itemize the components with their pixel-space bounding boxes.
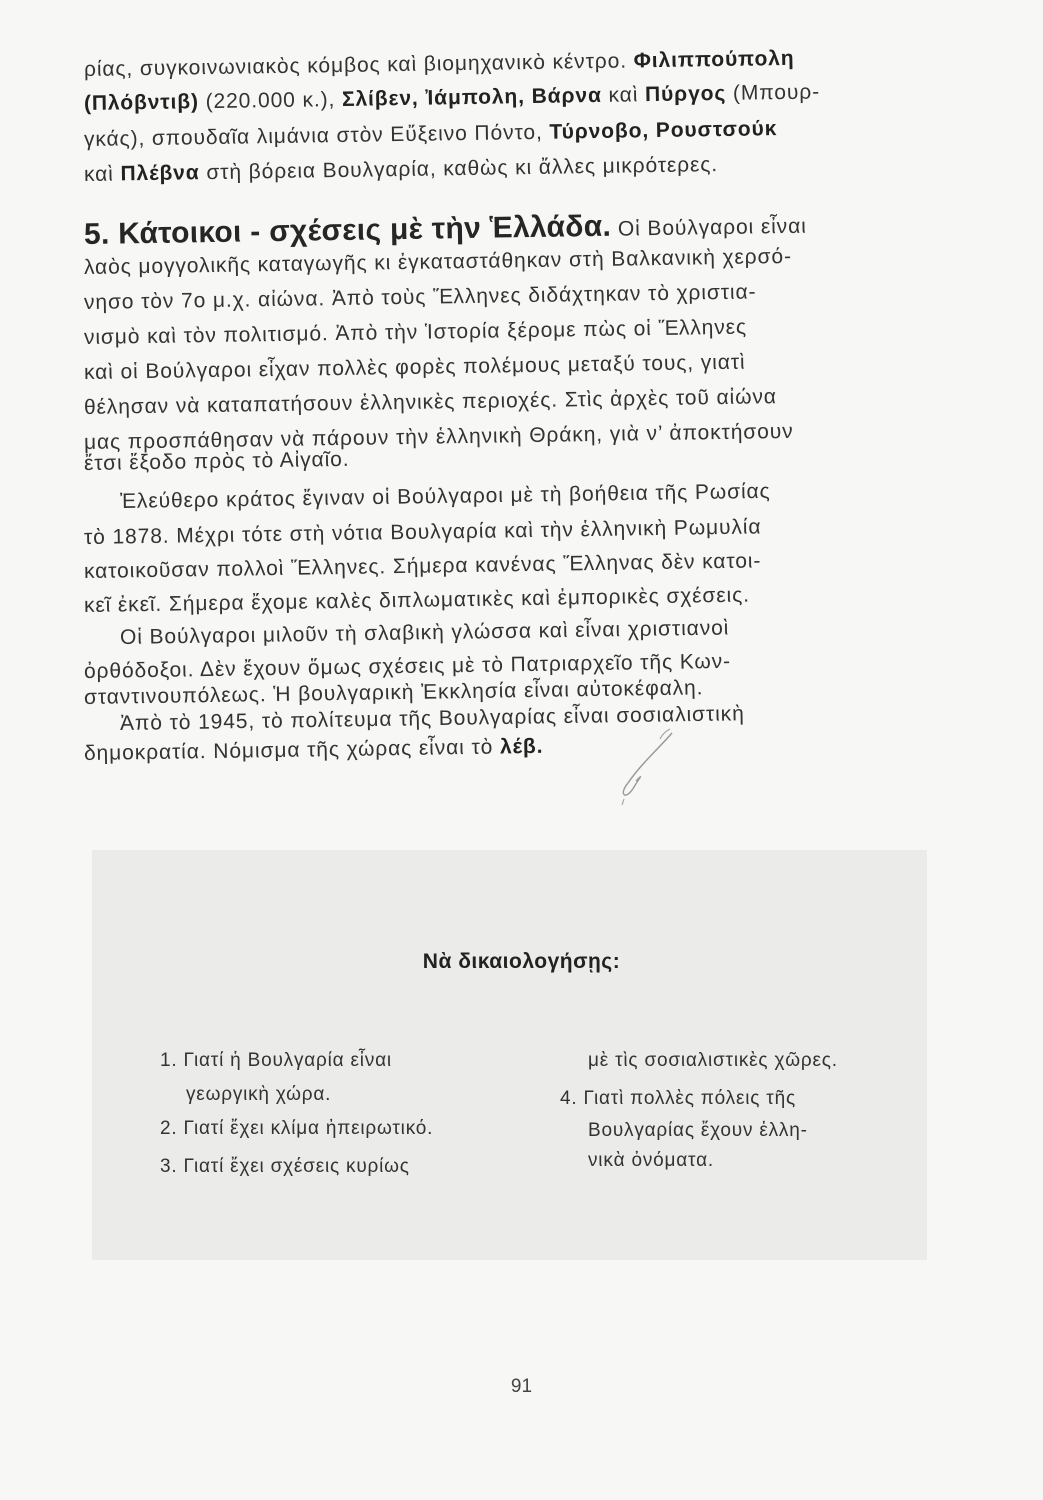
- text-span: ρίας, συγκοινωνιακὸς κόμβος καὶ βιομηχανικὸ κέντρο.: [83, 49, 634, 81]
- text-span: στὴ βόρεια Βουλγαρία, καθὼς κι ἄλλες μικρότερες.: [199, 153, 719, 185]
- body-line: καὶ οἱ Βούλγαροι εἶχαν πολλὲς φορὲς πολέμους μεταξύ τους, γιατὶ: [83, 350, 746, 384]
- intro-line-2: [84, 80, 820, 116]
- intro-line-1: [84, 47, 795, 82]
- pencil-scribble-icon: [600, 725, 690, 805]
- page-number: 91: [510, 1376, 533, 1397]
- body-line: ὀρθόδοξοι. Δὲν ἔχουν ὅμως σχέσεις μὲ τὸ Πατριαρχεῖο τῆς Κων-: [83, 649, 732, 683]
- body-line: ἔτσι ἔξοδο πρὸς τὸ Αἰγαῖο.: [83, 447, 350, 475]
- city-name: Τύρνοβο, Ρουστσούκ: [549, 117, 778, 144]
- intro-line-3: [84, 117, 778, 152]
- section-title: 5. Κάτοικοι - σχέσεις μὲ τὴν Ἑλλάδα.: [83, 209, 612, 251]
- body-line: θέλησαν νὰ καταπατήσουν ἑλληνικὲς περιοχές. Στὶς ἀρχὲς τοῦ αἰώνα: [83, 385, 778, 419]
- text-span: καὶ: [83, 162, 121, 186]
- text-span: δημοκρατία. Νόμισμα τῆς χώρας εἶναι τὸ: [83, 735, 501, 765]
- exercise-title: Νὰ δικαιολογήσῃς:: [422, 950, 621, 973]
- text-span: καὶ: [601, 83, 646, 107]
- text-span: Οἱ Βούλγαροι εἶναι: [611, 214, 807, 241]
- city-name: Πλέβνα: [120, 161, 200, 186]
- question-4-cont-2: νικὰ ὀνόματα.: [588, 1150, 714, 1171]
- body-line: Οἱ Βούλγαροι μιλοῦν τὴ σλαβικὴ γλώσσα καὶ εἶναι χριστιανοὶ: [119, 616, 730, 649]
- section-heading: [84, 207, 807, 252]
- intro-line-4: [84, 153, 718, 187]
- question-1: 1. Γιατί ἡ Βουλγαρία εἶναι: [160, 1050, 392, 1071]
- city-name: (Πλόβντιβ): [83, 90, 200, 115]
- body-line: κατοικοῦσαν πολλοὶ Ἕλληνες. Σήμερα κανένας Ἕλληνας δὲν κατοι-: [83, 549, 762, 583]
- city-name: Σλίβεν, Ἰάμπολη, Βάρνα: [341, 83, 602, 111]
- body-line: νησο τὸν 7ο μ.χ. αἰώνα. Ἀπὸ τοὺς Ἕλληνες διδάχτηκαν τὸ χριστια-: [83, 280, 757, 314]
- currency-name: λέβ.: [499, 734, 544, 759]
- text-span: (Μπουρ-: [726, 80, 821, 105]
- body-line: νισμὸ καὶ τὸν πολιτισμό. Ἀπὸ τὴν Ἱστορία ξέρομε πὼς οἱ Ἕλληνες: [83, 315, 748, 349]
- body-line: μας προσπάθησαν νὰ πάρουν τὴν ἑλληνικὴ Θράκη, γιὰ ν’ ἀποκτήσουν: [83, 419, 794, 454]
- question-4-cont: Βουλγαρίας ἔχουν ἑλλη-: [588, 1120, 808, 1141]
- question-3: 3. Γιατί ἔχει σχέσεις κυρίως: [160, 1156, 410, 1177]
- question-3-cont: μὲ τὶς σοσιαλιστικὲς χῶρες.: [588, 1050, 838, 1071]
- body-line: κεῖ ἐκεῖ. Σήμερα ἔχομε καλὲς διπλωματικὲς καὶ ἐμπορικὲς σχέσεις.: [83, 583, 751, 617]
- text-span: (220.000 κ.),: [198, 87, 343, 114]
- body-line: Ἐλεύθερο κράτος ἔγιναν οἱ Βούλγαροι μὲ τὴ βοήθεια τῆς Ρωσίας: [119, 479, 771, 513]
- question-2: 2. Γιατί ἔχει κλίμα ἠπειρωτικό.: [160, 1118, 434, 1139]
- question-1-cont: γεωργικὴ χώρα.: [186, 1084, 332, 1105]
- body-line: Ἀπὸ τὸ 1945, τὸ πολίτευμα τῆς Βουλγαρίας εἶναι σοσιαλιστικὴ: [119, 702, 745, 735]
- body-line: λαὸς μογγολικῆς καταγωγῆς κι ἐγκαταστάθηκαν στὴ Βαλκανικὴ χερσό-: [83, 244, 793, 279]
- text-span: γκάς), σπουδαῖα λιμάνια στὸν Εὔξεινο Πόντο,: [83, 120, 550, 151]
- question-4: 4. Γιατὶ πολλὲς πόλεις τῆς: [560, 1088, 796, 1109]
- body-line: τὸ 1878. Μέχρι τότε στὴ νότια Βουλγαρία καὶ τὴν ἑλληνικὴ Ρωμυλία: [83, 515, 762, 549]
- city-name: Φιλιππούπολη: [633, 46, 795, 73]
- city-name: Πύργος: [644, 81, 727, 107]
- body-line-last: [84, 735, 544, 766]
- body-line: σταντινουπόλεως. Ἡ βουλγαρικὴ Ἐκκλησία εἶναι αὐτοκέφαλη.: [83, 676, 704, 709]
